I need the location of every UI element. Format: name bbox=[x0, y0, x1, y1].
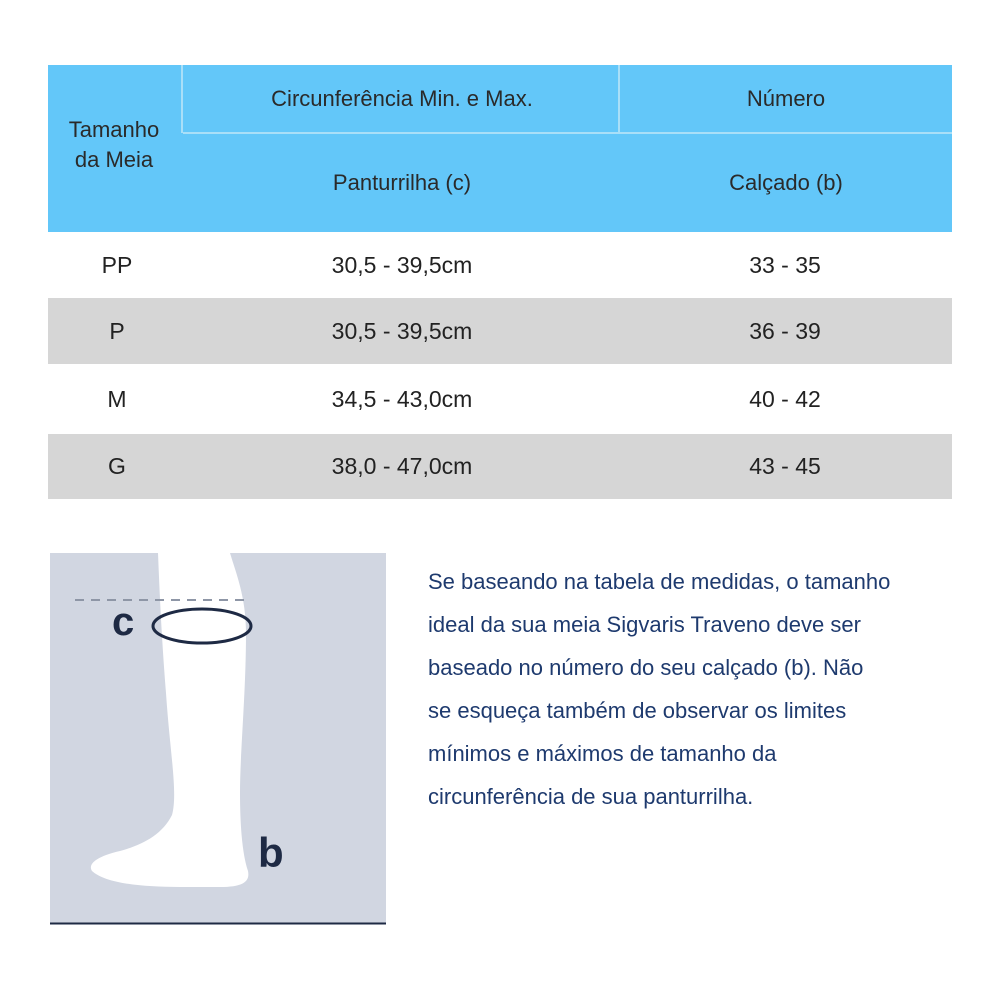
calf-cell: 30,5 - 39,5cm bbox=[331, 317, 473, 344]
sizing-guide-text bbox=[428, 560, 968, 818]
table-row bbox=[48, 434, 952, 499]
header-shoe: Calçado (b) bbox=[729, 170, 843, 195]
table-header bbox=[48, 65, 952, 232]
calf-cell: 30,5 - 39,5cm bbox=[331, 251, 473, 278]
label-c: c bbox=[112, 600, 135, 644]
size-cell: P bbox=[109, 317, 125, 344]
size-table bbox=[48, 65, 952, 499]
leg-icon bbox=[50, 553, 386, 927]
guide-line: mínimos e máximos de tamanho da bbox=[428, 741, 777, 766]
shoe-cell: 43 - 45 bbox=[749, 453, 821, 479]
header-number: Número bbox=[746, 86, 826, 111]
header-divider bbox=[181, 65, 183, 133]
guide-line: se esqueça também de observar os limites bbox=[428, 698, 847, 723]
guide-line: baseado no número do seu calçado (b). Não bbox=[428, 655, 864, 680]
shoe-cell: 40 - 42 bbox=[749, 385, 821, 412]
guide-line: ideal da sua meia Sigvaris Traveno deve ser bbox=[428, 612, 861, 637]
table-row bbox=[48, 364, 952, 434]
guide-line: circunferência de sua panturrilha. bbox=[428, 784, 754, 809]
leg-measurement-illustration bbox=[50, 553, 386, 927]
header-calf: Panturrilha (c) bbox=[332, 170, 472, 195]
header-divider bbox=[183, 132, 952, 134]
shoe-cell: 33 - 35 bbox=[749, 251, 821, 278]
table-row bbox=[48, 298, 952, 364]
calf-cell: 38,0 - 47,0cm bbox=[331, 453, 473, 479]
size-cell: G bbox=[108, 453, 126, 479]
label-b: b bbox=[258, 829, 284, 876]
header-circumference: Circunferência Min. e Max. bbox=[271, 86, 533, 111]
shoe-cell: 36 - 39 bbox=[749, 317, 821, 344]
calf-cell: 34,5 - 43,0cm bbox=[331, 385, 473, 412]
header-size: Tamanho da Meia bbox=[68, 117, 160, 172]
table-row bbox=[48, 232, 952, 298]
size-cell: M bbox=[107, 385, 127, 412]
size-cell: PP bbox=[101, 251, 133, 278]
guide-line: Se baseando na tabela de medidas, o tamanho bbox=[428, 569, 891, 594]
